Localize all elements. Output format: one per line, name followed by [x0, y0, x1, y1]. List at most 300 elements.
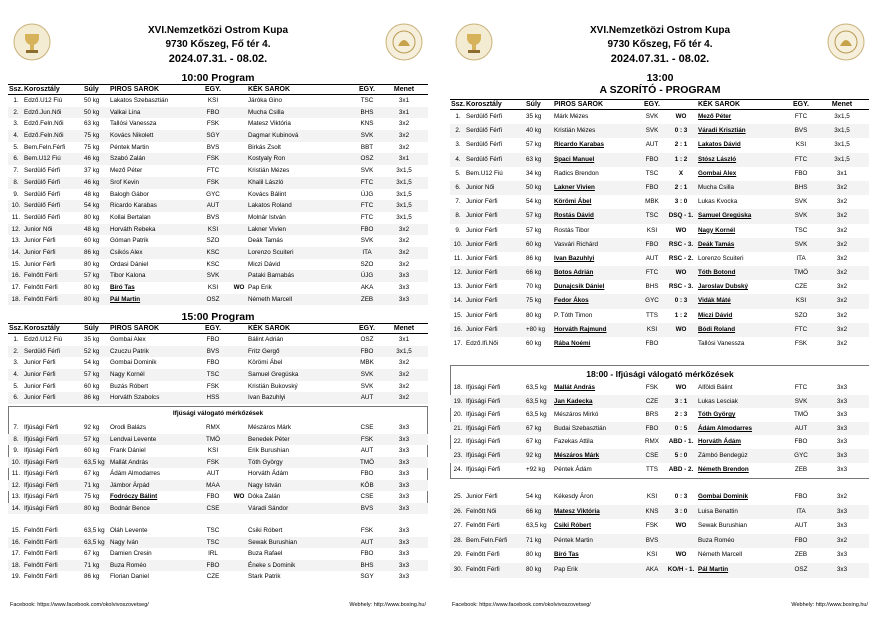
red-club: KSI: [207, 97, 219, 104]
rounds: 3x2: [836, 254, 848, 262]
age-class: Ifjúsági Férfi: [24, 458, 59, 466]
result: WO: [233, 493, 245, 500]
red-corner-boxer: Jan Kadecka: [554, 397, 593, 405]
blue-corner-boxer: Dagmar Kubinová: [248, 132, 299, 140]
rounds: 3x1,5: [396, 202, 412, 210]
age-class: Junior Férfi: [24, 382, 56, 390]
weight-class: 70 kg: [526, 283, 542, 291]
row-number: 22.: [453, 438, 463, 446]
column-header: PIROS SAROK: [110, 325, 160, 332]
red-club: SZO: [206, 237, 220, 245]
weight-class: 63,5 kg: [526, 384, 547, 391]
red-corner-boxer: Tibor Kalona: [110, 272, 146, 280]
blue-club: FTC: [794, 384, 808, 391]
website-link[interactable]: Webhely: http://www.boxing.hu/: [791, 602, 868, 608]
weight-class: 86 kg: [84, 573, 100, 580]
rounds: 3x3: [836, 565, 848, 573]
row-number: 20.: [453, 411, 463, 419]
age-class: Serdülő Férfi: [24, 347, 61, 355]
rounds: 3x3: [398, 447, 410, 454]
table-row: [450, 209, 869, 223]
result: ABD - 2.: [668, 465, 694, 473]
red-club: KSI: [646, 551, 658, 559]
rounds: 3x3: [398, 424, 410, 431]
age-class: Serdülő Férfi: [466, 113, 503, 120]
column-header: EGY.: [793, 101, 809, 108]
table-row: [450, 110, 869, 124]
table-row: [8, 189, 428, 201]
weight-class: 66 kg: [526, 269, 542, 277]
table-row: [450, 181, 869, 195]
result: RSC - 3.: [668, 283, 694, 291]
left-page: [8, 0, 428, 629]
table-row: [450, 395, 869, 409]
table-row: [450, 408, 869, 422]
red-club: OSZ: [206, 295, 220, 303]
age-class: Felnőtt Férfi: [466, 565, 500, 573]
rounds: 3x3: [398, 550, 410, 557]
page-header: [8, 24, 428, 66]
weight-class: 92 kg: [84, 424, 100, 431]
age-class: Felnőtt Férfi: [24, 561, 58, 569]
red-club: KSI: [646, 325, 658, 333]
rounds: 3x3: [398, 295, 410, 303]
facebook-link[interactable]: Facebook: https://www.facebook.com/okolvivoszovetseg/: [10, 602, 149, 608]
red-club: FSK: [206, 178, 220, 186]
age-class: Junior Férfi: [466, 283, 498, 291]
age-class: Ifjúsági Férfi: [24, 493, 59, 500]
result: 0 : 3: [674, 297, 688, 305]
rounds: 3x1: [836, 169, 848, 177]
red-club: CSE: [206, 504, 220, 512]
rounds: 3x3: [836, 507, 848, 515]
result: 2 : 1: [674, 183, 688, 191]
result: 3 : 0: [674, 507, 688, 515]
blue-club: KSI: [795, 141, 807, 149]
weight-class: 35 kg: [526, 113, 542, 120]
weight-class: 50 kg: [84, 97, 100, 104]
table-row: [8, 457, 428, 469]
red-club: FSK: [645, 522, 659, 530]
blue-club: SVK: [794, 397, 808, 405]
red-club: FBO: [206, 336, 220, 343]
result: 0 : 3: [674, 493, 688, 500]
blue-corner-boxer: Deák Tamás: [248, 237, 283, 245]
rounds: 3x2: [836, 311, 848, 319]
weight-class: 80 kg: [84, 284, 100, 291]
blue-club: FTC: [794, 113, 808, 120]
age-class: Junior Férfi: [24, 248, 56, 256]
rounds: 3x3: [836, 522, 848, 530]
schedule-table: [450, 490, 869, 578]
blue-club: ZEB: [794, 551, 808, 559]
age-class: Ifjúsági Férfi: [24, 481, 59, 489]
red-corner-boxer: Tallósi Vanessza: [110, 120, 157, 128]
red-corner-boxer: Csikós Alex: [110, 248, 143, 256]
table-row: [8, 548, 428, 560]
rounds: 3x3: [398, 470, 410, 477]
rounds: 3x2: [398, 382, 410, 390]
age-class: Ifjúsági Férfi: [466, 384, 501, 391]
table-row: [450, 124, 869, 138]
red-corner-boxer: Gombai Dominik: [110, 359, 157, 367]
rounds: 3x3: [398, 504, 410, 512]
blue-corner-boxer: Samuel Gregúska: [248, 371, 299, 379]
row-number: 25.: [453, 493, 463, 500]
row-number: 6.: [13, 394, 19, 402]
red-club: SVK: [206, 272, 220, 280]
red-club: AUT: [206, 202, 220, 210]
result: WO: [675, 551, 687, 559]
weight-class: 54 kg: [84, 359, 100, 367]
blue-club: CSE: [360, 424, 374, 431]
red-club: KSI: [646, 493, 658, 500]
red-corner-boxer: Czuczu Patrik: [110, 347, 149, 355]
blue-club: BHS: [360, 108, 374, 116]
blue-corner-boxer: Samuel Gregúska: [698, 212, 752, 220]
red-corner-boxer: Rostás Dávid: [554, 212, 594, 220]
table-row: [8, 282, 428, 294]
blue-club: SVK: [794, 212, 808, 220]
table-row: [8, 235, 428, 247]
weight-class: 80 kg: [84, 260, 100, 268]
blue-corner-boxer: Nagy Kornél: [698, 226, 736, 234]
blue-club: ZEB: [360, 295, 374, 303]
rounds: 3x3: [836, 424, 848, 432]
age-class: Junior Férfi: [24, 371, 56, 379]
red-club: BHS: [645, 283, 659, 291]
red-corner-boxer: Vasvári Richárd: [554, 240, 598, 248]
right-page: [450, 0, 869, 629]
column-header: PIROS SAROK: [554, 101, 604, 108]
age-class: Edző.Feln.Női: [24, 120, 64, 128]
event-dates: 2024.07.31. - 08.02.: [168, 53, 268, 65]
weight-class: 48 kg: [84, 225, 100, 233]
red-corner-boxer: Szabó Zalán: [110, 155, 146, 163]
column-header: Súly: [84, 325, 99, 332]
weight-class: 37 kg: [84, 167, 100, 175]
blue-corner-boxer: Tóth György: [698, 411, 736, 419]
blue-corner-boxer: Stark Patrik: [248, 573, 281, 580]
table-row: [8, 118, 428, 130]
table-row: [8, 200, 428, 212]
blue-corner-boxer: Ivan Bazuhlyi: [248, 394, 286, 402]
table-header: [8, 84, 428, 95]
weight-class: 67 kg: [526, 438, 542, 446]
rounds: 3x2: [398, 371, 410, 379]
row-number: 4.: [455, 155, 461, 163]
red-corner-boxer: Mező Péter: [110, 167, 143, 175]
table-row: [450, 266, 869, 280]
event-address: 9730 Kőszeg, Fő tér 4.: [607, 39, 713, 50]
table-row: [450, 435, 869, 449]
rounds: 3x2: [398, 237, 410, 245]
row-number: 7.: [13, 424, 19, 431]
red-corner-boxer: Lendvai Levente: [110, 435, 157, 443]
weight-class: 63,5 kg: [526, 397, 547, 405]
rounds: 3x3: [398, 561, 410, 569]
blue-corner-boxer: Éneke s Dominik: [248, 561, 296, 569]
rounds: 3x3: [836, 384, 848, 391]
row-number: 30.: [453, 565, 463, 573]
row-number: 12.: [11, 481, 21, 489]
blue-corner-boxer: Lukas Lesciak: [698, 397, 738, 405]
weight-class: 48 kg: [84, 190, 100, 198]
table-row: [450, 153, 869, 167]
red-club: FBO: [206, 493, 220, 500]
column-header: EGY.: [644, 101, 660, 108]
red-corner-boxer: Péntek Ádám: [554, 465, 592, 473]
table-row: [450, 280, 869, 294]
blue-corner-boxer: Jaroslav Dubský: [698, 283, 749, 291]
weight-class: 86 kg: [526, 254, 542, 262]
row-number: 1.: [455, 113, 461, 120]
red-club: TMÖ: [206, 435, 220, 443]
facebook-link[interactable]: Facebook: https://www.facebook.com/okolvivoszovetseg/: [452, 602, 591, 608]
table-header: [450, 99, 869, 110]
red-corner-boxer: Nagy Iván: [110, 538, 139, 546]
red-corner-boxer: Fedor Ákos: [554, 297, 589, 305]
rounds: 3x1,5: [396, 190, 412, 198]
blue-corner-boxer: Molnár István: [248, 213, 286, 221]
blue-club: AUT: [794, 522, 808, 530]
row-number: 18.: [11, 295, 21, 303]
weight-class: 57 kg: [526, 226, 542, 234]
result: WO: [675, 226, 687, 234]
column-header: Menet: [393, 325, 415, 332]
weight-class: 35 kg: [84, 336, 100, 343]
blue-corner-boxer: Tóth Botond: [698, 269, 736, 277]
blue-club: FSK: [794, 340, 808, 347]
weight-class: 40 kg: [526, 127, 542, 135]
blue-corner-boxer: Benedek Péter: [248, 435, 290, 443]
red-corner-boxer: Balogh Gábor: [110, 190, 149, 198]
website-link[interactable]: Webhely: http://www.boxing.hu/: [349, 602, 426, 608]
weight-class: 63,5 kg: [84, 538, 105, 546]
age-class: Felnőtt Férfi: [466, 551, 500, 559]
result: RSC - 2.: [668, 254, 694, 262]
red-corner-boxer: Nagy Kornél: [110, 371, 145, 379]
red-club: CZE: [206, 573, 220, 580]
table-row: [8, 294, 428, 306]
row-number: 8.: [13, 178, 19, 186]
rounds: 3x3: [398, 538, 410, 546]
blue-corner-boxer: Bálint Adrián: [248, 336, 284, 343]
row-number: 24.: [453, 465, 463, 473]
blue-club: SVK: [360, 382, 374, 390]
red-club: AUT: [645, 254, 659, 262]
rounds: 3x1: [398, 108, 410, 116]
blue-corner-boxer: Bódi Roland: [698, 325, 736, 333]
red-club: FSK: [206, 458, 220, 466]
weight-class: 63 kg: [84, 120, 100, 128]
blue-corner-boxer: Lakatos Roland: [248, 202, 292, 210]
row-number: 12.: [11, 225, 21, 233]
row-number: 5.: [455, 169, 461, 177]
table-row: [450, 463, 869, 477]
blue-club: FTC: [360, 213, 374, 221]
row-number: 13.: [11, 493, 21, 500]
row-number: 6.: [455, 183, 461, 191]
age-class: Edző.Jun.Női: [24, 108, 62, 116]
age-class: Serdülő Férfi: [24, 190, 61, 198]
rounds: 3x2: [398, 248, 410, 256]
event-title: XVI.Nemzetközi Ostrom Kupa: [589, 25, 731, 36]
blue-corner-boxer: Khalil László: [248, 178, 284, 186]
table-row: [8, 107, 428, 119]
age-class: Junior Férfi: [24, 359, 56, 367]
blue-corner-boxer: Nagy István: [248, 481, 282, 489]
red-club: FBO: [645, 424, 659, 432]
blue-club: SVK: [360, 237, 374, 245]
red-corner-boxer: Mészáros Mirkó: [554, 411, 599, 419]
red-corner-boxer: Ivan Bazuhlyi: [554, 254, 595, 262]
weight-class: 80 kg: [526, 311, 542, 319]
blue-club: SZO: [794, 311, 808, 319]
weight-class: 71 kg: [84, 561, 100, 569]
blue-corner-boxer: Németh Brendon: [698, 465, 749, 473]
row-number: 10.: [11, 202, 21, 210]
rounds: 3x1: [398, 155, 410, 163]
row-number: 18.: [453, 384, 463, 391]
rounds: 3x3: [398, 573, 410, 580]
table-row: [450, 294, 869, 308]
blue-club: AKA: [360, 284, 374, 291]
blue-club: FBO: [360, 470, 374, 477]
red-corner-boxer: Kristián Mézes: [554, 127, 596, 135]
blue-corner-boxer: Kristián Mézes: [248, 167, 290, 175]
red-club: FBO: [645, 155, 659, 163]
rounds: 3x2: [398, 143, 410, 151]
blue-club: SVK: [360, 132, 374, 140]
weight-class: 60 kg: [526, 240, 542, 248]
blue-club: OSZ: [794, 565, 808, 573]
rounds: 3x3: [398, 435, 410, 443]
age-class: Serdülő Férfi: [24, 202, 61, 210]
red-corner-boxer: Srof Kevin: [110, 178, 140, 186]
red-club: FSK: [206, 120, 220, 128]
red-corner-boxer: Horváth Szabolcs: [110, 394, 160, 402]
weight-class: 50 kg: [84, 108, 100, 116]
rounds: 3x2: [836, 212, 848, 220]
rounds: 3x1,5: [396, 167, 412, 175]
red-club: SVK: [645, 127, 659, 135]
red-corner-boxer: Buza Roméo: [110, 561, 147, 569]
weight-class: 54 kg: [526, 493, 542, 500]
event-address: 9730 Kőszeg, Fő tér 4.: [165, 39, 271, 50]
row-number: 2.: [455, 127, 461, 135]
red-club: KSI: [207, 447, 219, 454]
event-title: XVI.Nemzetközi Ostrom Kupa: [147, 25, 289, 36]
rounds: 3x2: [398, 120, 410, 128]
result: X: [678, 169, 684, 177]
blue-club: FTC: [794, 155, 808, 163]
rounds: 3x3: [836, 465, 848, 473]
schedule-table: [8, 84, 428, 305]
table-row: [8, 381, 428, 393]
blue-corner-boxer: Erik Burushian: [248, 447, 289, 454]
red-corner-boxer: Csiki Róbert: [554, 522, 592, 530]
age-class: Junior Férfi: [466, 493, 498, 500]
blue-club: FBO: [794, 169, 808, 177]
red-club: BVS: [206, 143, 220, 151]
blue-corner-boxer: Lorenzo Scuiteri: [248, 248, 294, 256]
red-club: TSC: [645, 169, 659, 177]
table-row: [8, 445, 428, 457]
rounds: 3x1,5: [834, 113, 850, 120]
weight-class: 60 kg: [526, 340, 542, 347]
weight-class: 63 kg: [526, 155, 542, 163]
blue-corner-boxer: Tallósi Vanessza: [698, 340, 745, 347]
blue-club: ÚJG: [360, 190, 374, 198]
blue-club: KÖB: [360, 481, 374, 489]
age-class: Ifjúsági Férfi: [24, 470, 59, 477]
table-row: [8, 270, 428, 282]
row-number: 2.: [13, 347, 19, 355]
red-club: FSK: [206, 155, 220, 163]
blue-corner-boxer: Pap Erik: [248, 284, 272, 291]
rounds: 3x3: [398, 458, 410, 466]
table-row: [8, 259, 428, 271]
red-corner-boxer: Rostás Tibor: [554, 226, 590, 234]
column-header: EGY.: [205, 325, 221, 332]
blue-club: TSC: [794, 226, 808, 234]
red-corner-boxer: Lakner Vivien: [554, 183, 595, 191]
red-club: KSC: [206, 248, 220, 256]
row-number: 10.: [11, 458, 21, 466]
column-header: Ssz.: [450, 101, 465, 108]
blue-corner-boxer: Körömi Ábel: [248, 359, 283, 367]
red-corner-boxer: Oláh Levente: [110, 527, 148, 534]
red-corner-boxer: Péntek Martin: [110, 143, 149, 151]
age-class: Serdülő Férfi: [24, 178, 61, 186]
rounds: 3x1,5: [396, 178, 412, 186]
column-header: EGY.: [359, 86, 375, 93]
table-row: [8, 95, 428, 107]
table-row: [8, 212, 428, 224]
age-class: Felnőtt Férfi: [24, 284, 58, 291]
table-row: [450, 548, 869, 563]
row-number: 8.: [13, 435, 19, 443]
blue-club: FBO: [360, 347, 374, 355]
result: WO: [675, 269, 687, 277]
age-class: Felnőtt Férfi: [24, 550, 58, 557]
weight-class: 75 kg: [526, 297, 542, 305]
weight-class: 57 kg: [84, 435, 100, 443]
red-club: FBO: [206, 359, 220, 367]
red-club: FTC: [645, 269, 659, 277]
weight-class: 50 kg: [526, 183, 542, 191]
youth-section-title: Ifjúsági válogató mérkőzések: [172, 410, 264, 417]
weight-class: 86 kg: [84, 394, 100, 402]
blue-corner-boxer: Dóka Zalán: [248, 493, 281, 500]
column-header: KÉK SAROK: [698, 101, 741, 108]
rounds: 3x2: [836, 226, 848, 234]
table-row: [450, 167, 869, 181]
table-row: [8, 434, 428, 446]
age-class: Ifjúsági Férfi: [466, 465, 501, 473]
blue-corner-boxer: Luisa Benattin: [698, 507, 738, 515]
blue-corner-boxer: Lorenzo Scuiteri: [698, 254, 744, 262]
blue-corner-boxer: Mucha Csilla: [248, 108, 285, 116]
column-header: KÉK SAROK: [248, 325, 291, 332]
age-class: Serdülő Férfi: [466, 155, 503, 163]
blue-club: FBO: [794, 536, 808, 544]
red-corner-boxer: Márk Mézes: [554, 113, 589, 120]
red-corner-boxer: Matesz Viktória: [554, 507, 600, 515]
row-number: 5.: [13, 382, 19, 390]
red-club: BVS: [206, 213, 220, 221]
